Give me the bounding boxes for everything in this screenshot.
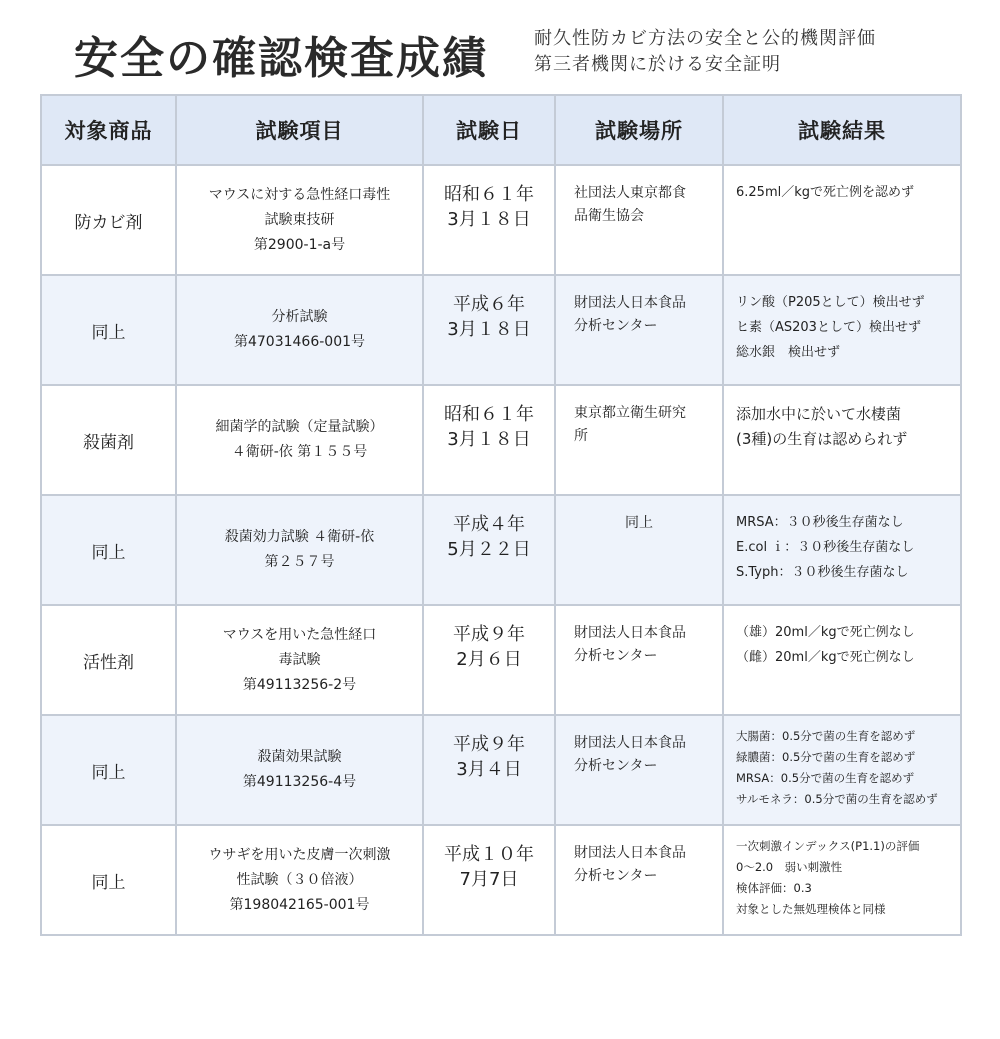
- test-result-line: 緑膿菌：0.5分で菌の生育を認めず: [736, 750, 916, 764]
- test-date-line: 2月６日: [456, 649, 522, 670]
- test-date-cell: [423, 165, 555, 275]
- test-place-cell: [555, 275, 723, 385]
- test-results-table: [40, 94, 962, 936]
- test-place-line: 同上: [625, 515, 653, 531]
- test-date-line: 平成１０年: [444, 844, 534, 865]
- table-row: [41, 715, 961, 825]
- product-cell: 同上: [41, 275, 176, 385]
- test-result-line: S.Typh：３０秒後生存菌なし: [736, 565, 909, 580]
- test-date-line: 平成４年: [453, 514, 525, 535]
- column-header-product: 対象商品: [41, 95, 176, 165]
- test-place-line: 分析センター: [574, 318, 658, 334]
- test-date-line: 昭和６１年: [444, 184, 534, 205]
- test-result-cell: [723, 605, 961, 715]
- test-date-cell: [423, 495, 555, 605]
- test-result-line: サルモネラ：0.5分で菌の生育を認めず: [736, 792, 938, 806]
- test-date-cell: [423, 715, 555, 825]
- product-cell: 活性剤: [41, 605, 176, 715]
- test-date-line: 7月7日: [459, 869, 519, 890]
- test-date-line: 3月４日: [456, 759, 522, 780]
- table-row: [41, 605, 961, 715]
- product-cell: 同上: [41, 495, 176, 605]
- product-cell: 殺菌剤: [41, 385, 176, 495]
- test-result-cell: [723, 385, 961, 495]
- test-result-line: MRSA：３０秒後生存菌なし: [736, 515, 904, 530]
- test-result-line: (3種)の生育は認められず: [736, 430, 908, 448]
- test-place-cell: [555, 495, 723, 605]
- test-result-cell: [723, 825, 961, 935]
- test-place-line: 東京都立衛生研究: [574, 405, 686, 421]
- test-date-line: 昭和６１年: [444, 404, 534, 425]
- subtitle-line-2: 第三者機関に於ける安全証明: [534, 54, 781, 75]
- test-place-line: 社団法人東京都食: [574, 185, 686, 201]
- test-place-line: 品衛生協会: [574, 208, 644, 224]
- test-item-line: ４衛研-依 第１５５号: [231, 444, 368, 460]
- test-result-line: MRSA：0.5分で菌の生育を認めず: [736, 771, 915, 785]
- test-date-line: 平成９年: [453, 734, 525, 755]
- test-item-line: 第49113256-2号: [242, 676, 357, 693]
- test-date-line: 平成６年: [453, 294, 525, 315]
- test-result-line: 大腸菌：0.5分で菌の生育を認めず: [736, 729, 916, 743]
- test-result-line: （雌）20ml／kgで死亡例なし: [736, 650, 915, 665]
- subtitle-line-1: 耐久性防カビ方法の安全と公的機関評価: [534, 28, 876, 49]
- test-place-line: 財団法人日本食品: [574, 625, 686, 641]
- product-cell: 同上: [41, 715, 176, 825]
- table-row: [41, 385, 961, 495]
- test-result-line: 一次刺激インデックス(P1.1)の評価: [736, 839, 920, 853]
- test-result-line: ヒ素（AS203として）検出せず: [736, 320, 921, 335]
- test-item-line: 第２５７号: [264, 554, 335, 570]
- test-item-cell: [176, 715, 423, 825]
- test-item-line: 細菌学的試験（定量試験）: [215, 419, 384, 435]
- test-date-line: 5月２２日: [447, 539, 531, 560]
- test-item-cell: [176, 605, 423, 715]
- test-date-cell: [423, 825, 555, 935]
- table-row: [41, 275, 961, 385]
- test-place-line: 分析センター: [574, 868, 658, 884]
- page-header: [74, 18, 954, 82]
- test-item-cell: [176, 165, 423, 275]
- test-place-line: 所: [574, 428, 588, 444]
- product-cell: 防カビ剤: [41, 165, 176, 275]
- test-item-cell: [176, 275, 423, 385]
- test-result-cell: [723, 165, 961, 275]
- test-result-line: 6.25ml／kgで死亡例を認めず: [736, 185, 915, 200]
- table-header-row: [41, 95, 961, 165]
- test-item-cell: [176, 825, 423, 935]
- test-item-line: マウスに対する急性経口毒性: [208, 186, 391, 203]
- test-result-line: 検体評価：0.3: [736, 881, 812, 895]
- column-header-test-place: 試験場所: [555, 95, 723, 165]
- test-date-line: 平成９年: [453, 624, 525, 645]
- column-header-test-result: 試験結果: [723, 95, 961, 165]
- column-header-test-date: 試験日: [423, 95, 555, 165]
- test-item-line: 第47031466-001号: [233, 334, 366, 350]
- test-item-cell: [176, 385, 423, 495]
- test-place-cell: [555, 385, 723, 495]
- test-item-line: ウサギを用いた皮膚一次刺激: [208, 846, 391, 863]
- test-result-line: リン酸（P205として）検出せず: [736, 295, 925, 310]
- table-row: [41, 495, 961, 605]
- test-place-cell: [555, 605, 723, 715]
- test-result-line: （雄）20ml／kgで死亡例なし: [736, 625, 915, 640]
- test-result-cell: [723, 495, 961, 605]
- test-result-line: 総水銀 検出せず: [736, 345, 841, 360]
- test-place-line: 分析センター: [574, 648, 658, 664]
- column-header-test-item: 試験項目: [176, 95, 423, 165]
- test-item-line: マウスを用いた急性経口: [222, 626, 377, 643]
- product-cell: 同上: [41, 825, 176, 935]
- test-date-line: 3月１８日: [447, 319, 531, 340]
- test-item-line: 性試験（３０倍液）: [236, 871, 363, 888]
- test-item-line: 第49113256-4号: [242, 774, 357, 790]
- test-item-line: 第198042165-001号: [229, 896, 370, 913]
- page-subtitle: [534, 26, 876, 78]
- test-place-cell: [555, 715, 723, 825]
- test-result-line: 対象とした無処理検体と同様: [736, 902, 886, 916]
- test-date-line: 3月１８日: [447, 429, 531, 450]
- table-row: [41, 165, 961, 275]
- test-item-line: 試験東技研: [264, 211, 335, 228]
- test-result-cell: [723, 715, 961, 825]
- test-item-line: 毒試験: [278, 651, 321, 668]
- test-place-line: 財団法人日本食品: [574, 735, 686, 751]
- test-date-cell: [423, 605, 555, 715]
- test-result-cell: [723, 275, 961, 385]
- test-item-line: 殺菌効果試験: [257, 749, 342, 765]
- test-result-line: 0～2.0 弱い刺激性: [736, 860, 843, 874]
- test-item-cell: [176, 495, 423, 605]
- test-place-cell: [555, 825, 723, 935]
- test-date-cell: [423, 385, 555, 495]
- test-date-line: 3月１８日: [447, 209, 531, 230]
- test-date-cell: [423, 275, 555, 385]
- test-result-line: E.col ｉ：３０秒後生存菌なし: [736, 540, 915, 555]
- test-result-line: 添加水中に於いて水棲菌: [736, 405, 902, 423]
- table-row: [41, 825, 961, 935]
- test-item-line: 分析試験: [271, 309, 328, 325]
- test-item-line: 第2900-1-a号: [253, 236, 346, 253]
- page-title: 安全の確認検査成績: [74, 33, 488, 84]
- test-place-line: 財団法人日本食品: [574, 295, 686, 311]
- test-place-line: 分析センター: [574, 758, 658, 774]
- test-item-line: 殺菌効力試験 ４衛研-依: [224, 529, 375, 545]
- test-place-cell: [555, 165, 723, 275]
- test-place-line: 財団法人日本食品: [574, 845, 686, 861]
